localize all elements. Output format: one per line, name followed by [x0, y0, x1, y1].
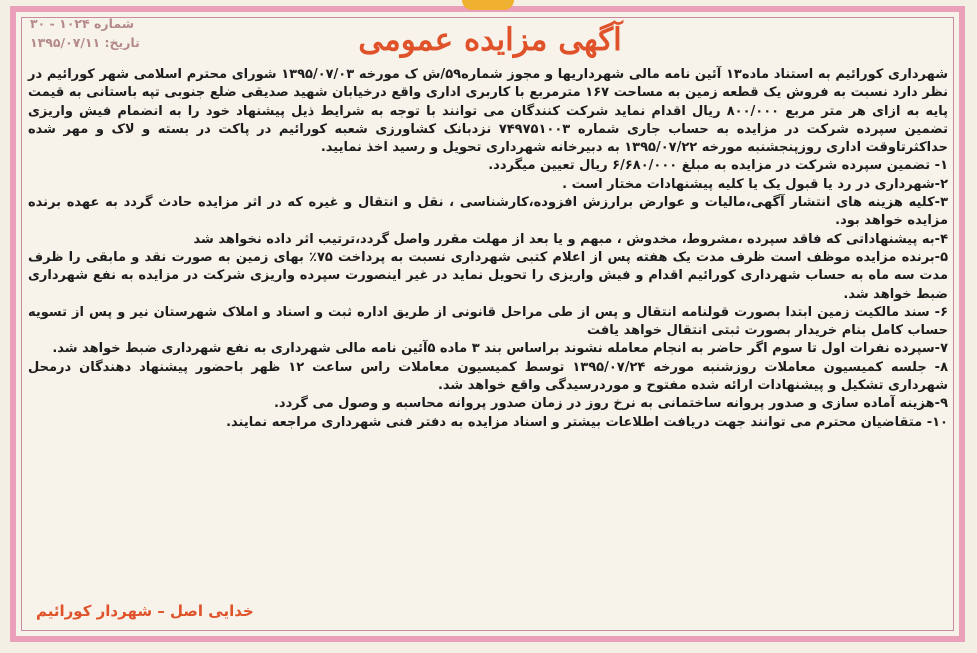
ad-item-9: ۹-هزینه آماده سازی و صدور پروانه ساختمانی به نرخ روز در زمان صدور پروانه محاسبه و وصول می گردد. [273, 396, 948, 412]
ad-number: شماره ۱۰۲۴ - ۳۰ [30, 16, 134, 31]
ad-meta [30, 14, 230, 52]
ad-item-4: ۴-به پیشنهاداتی که فاقد سپرده ،مشروط، مخدوش ، مبهم و یا بعد از مهلت مقرر واصل گردد،ترتیب اثر داده نخواهد شد [193, 231, 948, 247]
ad-item-2: ۲-شهرداری در رد یا قبول یک یا کلیه پیشنهادات مختار است . [562, 176, 948, 192]
ad-item-5: ۵-برنده مزایده موظف است ظرف مدت یک هفته پس از اعلام کتبی شهرداری نسبت به پرداخت ۷۵٪ بهای زمین به صورت نقد و مابقی را ظرف مدت سه ماه به حساب شهرداری کورائیم اقدام و فیش واریزی را تحویل نماید در غیر اینصورت سپرده واریزی شرکت در مزایده به نفع شهرداری ضبط خواهد شد. [28, 249, 948, 302]
ad-item-10: ۱۰- متقاضیان محترم می توانند جهت دریافت اطلاعات بیشتر و اسناد مزایده به دفتر فنی شهرداری مراجعه نمایند. [226, 414, 948, 430]
ad-body [28, 66, 948, 432]
ad-item-6: ۶- سند مالکیت زمین ابتدا بصورت قولنامه انتقال و پس از طی مراحل قانونی از طریق اداره ثبت و اسناد و املاک شهرستان نیر و پس از تسویه حساب کامل بنام خریدار بصورت ثبتی انتقال خواهد یافت [28, 304, 948, 339]
page-title: آگهی مزایده عمومی [358, 22, 622, 58]
top-decoration [462, 0, 514, 10]
ad-intro: شهرداری کورائیم به استناد ماده۱۳ آئین نامه مالی شهرداریها و مجوز شماره۵۹/ش ک مورخه ۱۳۹۵/۰۷/۰۳ شورای محترم اسلامی شهر کورائیم در نظر دارد نسبت به فروش یک قطعه زمین به مساحت ۱۶۷ مترمربع با کاربری اداری واقع درخیابان شهید صدیقی ضلع جنوبی تپه باستانی به قیمت پایه به ازای هر متر مربع ۸۰۰/۰۰۰ ریال اقدام نماید شرکت کنندگان می توانند با توجه به شرایط ذیل پیشنهاد خود را به انضمام فیش واریزی تضمین سپرده شرکت در مزایده به حساب جاری شماره ۷۴۹۷۵۱۰۰۳ نزدبانک کشاورزی شعبه کورائیم در پاکت در بسته و لاک و مهر شده حداکثرتاوقت اداری روزپنجشنبه مورخه ۱۳۹۵/۰۷/۲۲ به دبیرخانه شهرداری تحویل و رسید اخذ نمایید. [28, 67, 949, 156]
ad-item-8: ۸- جلسه کمیسیون معاملات روزشنبه مورخه ۱۳۹۵/۰۷/۲۴ توسط کمیسیون معاملات راس ساعت ۱۲ ظهر باحضور پیشنهاد دهندگان درمحل شهرداری تشکیل و پیشنهادات ارائه شده مفتوح و موردرسیدگی واقع خواهد شد. [28, 359, 948, 394]
ad-date: تاریخ: ۱۳۹۵/۰۷/۱۱ [30, 35, 140, 50]
ad-item-3: ۳-کلیه هزینه های انتشار آگهی،مالیات و عوارض برارزش افزوده،کارشناسی ، نقل و انتقال و غیره که در اثر مزایده حادث گردد به عهده برنده مزایده خواهد بود. [28, 195, 948, 229]
ad-item-1: ۱- تضمین سپرده شرکت در مزایده به مبلغ ۶/۶۸۰/۰۰۰ ریال تعیین میگردد. [488, 158, 948, 174]
ad-item-7: ۷-سپرده نفرات اول تا سوم اگر حاضر به انجام معامله نشوند براساس بند ۳ ماده ۵آئین نامه مالی شهرداری به نفع شهرداری ضبط خواهد شد. [52, 341, 948, 357]
signature: خدایی اصل – شهردار کورائیم [36, 602, 254, 620]
